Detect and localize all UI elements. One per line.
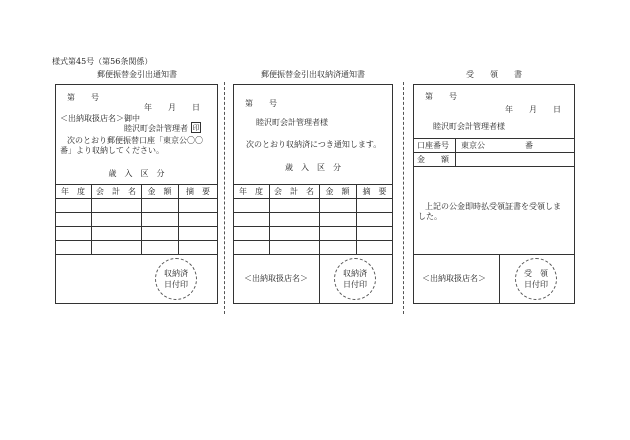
panel1-col-note: 摘 要 xyxy=(186,187,210,196)
panel2-col-year: 年 度 xyxy=(239,187,263,196)
panel1-stamp-line1: 収納済 xyxy=(164,269,188,278)
panel3-stamp-circle xyxy=(515,258,557,300)
panel1-stamp-line2: 日付印 xyxy=(164,280,188,289)
panel3-date: 年 月 日 xyxy=(505,105,561,114)
seal-box: 印 xyxy=(192,124,200,132)
panel1-col-amount: 金 額 xyxy=(147,187,172,196)
panel1-body-line2: 番」より収納してください。 xyxy=(60,146,164,155)
panel1-stamp-circle xyxy=(155,258,197,300)
panel2-body-line1: 次のとおり収納済につき通知します。 xyxy=(246,140,382,149)
form-id: 様式第45号（第56条関係） xyxy=(52,57,153,66)
panel2-col-account: 会 計 名 xyxy=(274,187,314,196)
panel2-stamp-circle xyxy=(334,258,376,300)
account-number-value: 東京公 番 xyxy=(461,141,533,150)
panel2-section-label: 歳 入 区 分 xyxy=(285,163,341,172)
amount-label: 金 額 xyxy=(417,155,449,164)
panel3-addressee: 睦沢町会計管理者様 xyxy=(433,122,505,131)
panel2-store-label: ＜出納取扱店名＞ xyxy=(244,274,308,283)
panel2-title: 郵便振替金引出収納済通知書 xyxy=(261,70,365,79)
panel2-addressee: 睦沢町会計管理者様 xyxy=(256,118,328,127)
panel1-section-label: 歳 入 区 分 xyxy=(108,169,165,178)
cut-line-1 xyxy=(224,82,225,314)
panel3-number: 第 号 xyxy=(425,92,457,101)
panel2-stamp-line2: 日付印 xyxy=(343,280,367,289)
panel2-col-note: 摘 要 xyxy=(362,187,387,196)
panel3-body-line2: した。 xyxy=(418,212,442,221)
panel1-col-account: 会 計 名 xyxy=(96,187,136,196)
panel2-number: 第 号 xyxy=(245,99,277,108)
panel1-number: 第 号 xyxy=(67,93,99,102)
panel1-sender: 睦沢町会計管理者 xyxy=(124,124,188,133)
panel3-title: 受 領 書 xyxy=(466,70,522,79)
panel1-addressee: ＜出納取扱店名＞御中 xyxy=(60,114,140,123)
panel1-title: 郵便振替金引出通知書 xyxy=(97,70,177,79)
account-number-label: 口座番号 xyxy=(417,141,449,150)
panel3-stamp-line2: 日付印 xyxy=(524,280,548,289)
panel1-date: 年 月 日 xyxy=(144,103,200,112)
panel1-col-year: 年 度 xyxy=(61,187,85,196)
cut-line-2 xyxy=(403,82,404,314)
panel3-body-line1: 上記の公金即時払受領証書を受領しま xyxy=(425,202,561,211)
panel2-stamp-line1: 収納済 xyxy=(343,269,367,278)
panel1-body-line1: 次のとおり郵便振替口座「東京公〇〇 xyxy=(67,136,203,145)
panel3-stamp-line1: 受 領 xyxy=(524,269,548,278)
panel2-col-amount: 金 額 xyxy=(325,187,350,196)
panel3-store-label: ＜出納取扱店名＞ xyxy=(422,274,486,283)
